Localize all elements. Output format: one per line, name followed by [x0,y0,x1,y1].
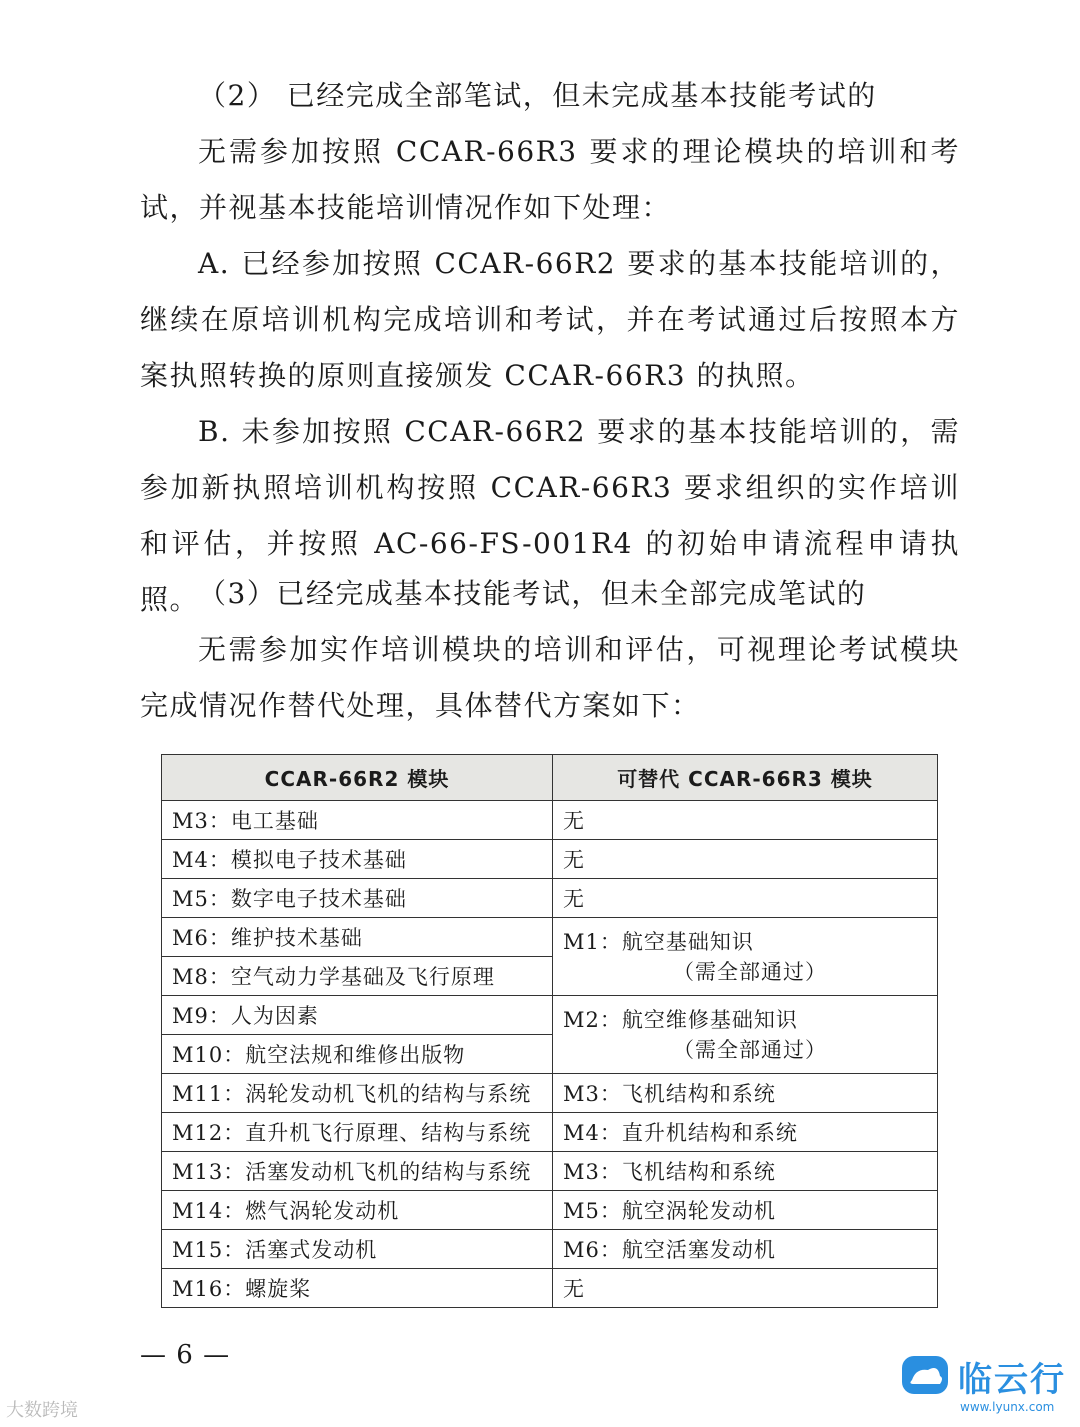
table-row [162,801,938,840]
section-heading-2: （2） 已经完成全部笔试，但未完成基本技能考试的 [198,79,877,112]
header-r2-modules: CCAR-66R2 模块 [162,755,553,801]
r3-module-cell: M6：航空活塞发动机 [553,1230,938,1269]
r2-module-cell: M5：数字电子技术基础 [162,879,553,918]
r3-module-cell: 无 [553,879,938,918]
r3-module-cell: 无 [553,801,938,840]
r3-module-cell: M3：飞机结构和系统 [553,1074,938,1113]
paragraph-intro-2: 无需参加按照 CCAR-66R3 要求的理论模块的培训和考试，并视基本技能培训情况作如下处理： [140,135,960,224]
r3-module-note: （需全部通过） [673,1037,827,1062]
r3-module-cell: 无 [553,1269,938,1308]
r2-module-cell: M10：航空法规和维修出版物 [162,1035,553,1074]
table-row [162,1191,938,1230]
table-row [162,1152,938,1191]
table-row [162,1230,938,1269]
table-row [162,840,938,879]
module-mapping-table [161,754,938,1308]
r3-module-cell: M5：航空涡轮发动机 [553,1191,938,1230]
r3-module-cell-merged [553,996,938,1074]
r3-module-cell-merged [553,918,938,996]
r2-module-cell: M14：燃气涡轮发动机 [162,1191,553,1230]
r2-module-cell: M4：模拟电子技术基础 [162,840,553,879]
cloud-logo-icon [900,1350,952,1402]
table-row [162,1113,938,1152]
r2-module-cell: M13：活塞发动机飞机的结构与系统 [162,1152,553,1191]
r2-module-cell: M9：人为因素 [162,996,553,1035]
table-header-row [162,755,938,801]
r2-module-cell: M6：维护技术基础 [162,918,553,957]
paragraph-intro-3: 无需参加实作培训模块的培训和评估，可视理论考试模块完成情况作替代处理，具体替代方案如下： [140,633,960,722]
r2-module-cell: M16：螺旋桨 [162,1269,553,1308]
r3-module-note: （需全部通过） [673,959,827,984]
r3-module-name: M1：航空基础知识 [563,929,754,954]
watermark-brand: 临云行 [958,1360,1066,1400]
r3-module-name: M2：航空维修基础知识 [563,1007,798,1032]
r2-module-cell: M11：涡轮发动机飞机的结构与系统 [162,1074,553,1113]
paragraph-option-b: B. 未参加按照 CCAR-66R2 要求的基本技能培训的，需参加新执照培训机构按照 CCAR-66R3 要求组织的实作培训和评估，并按照 AC-66-FS-001R4 的初始申请流程申请执照。 [140,415,960,616]
table-row [162,918,938,957]
header-r3-modules: 可替代 CCAR-66R3 模块 [553,755,938,801]
r3-module-cell: M4：直升机结构和系统 [553,1113,938,1152]
page-number: — 6 — [140,1340,231,1370]
section-heading-3: （3）已经完成基本技能考试，但未全部完成笔试的 [198,577,867,610]
watermark-url: www.lyunx.com [960,1400,1055,1414]
watermark-dashu: 大数跨境 [6,1400,78,1421]
r2-module-cell: M12：直升机飞行原理、结构与系统 [162,1113,553,1152]
r2-module-cell: M15：活塞式发动机 [162,1230,553,1269]
table-row [162,1269,938,1308]
r2-module-cell: M8：空气动力学基础及飞行原理 [162,957,553,996]
table-row [162,879,938,918]
r3-module-cell: 无 [553,840,938,879]
table-row [162,1074,938,1113]
r2-module-cell: M3：电工基础 [162,801,553,840]
paragraph-option-a: A. 已经参加按照 CCAR-66R2 要求的基本技能培训的，继续在原培训机构完成培训和考试，并在考试通过后按照本方案执照转换的原则直接颁发 CCAR-66R3 的执照。 [140,247,960,392]
r3-module-cell: M3：飞机结构和系统 [553,1152,938,1191]
table-row [162,996,938,1035]
